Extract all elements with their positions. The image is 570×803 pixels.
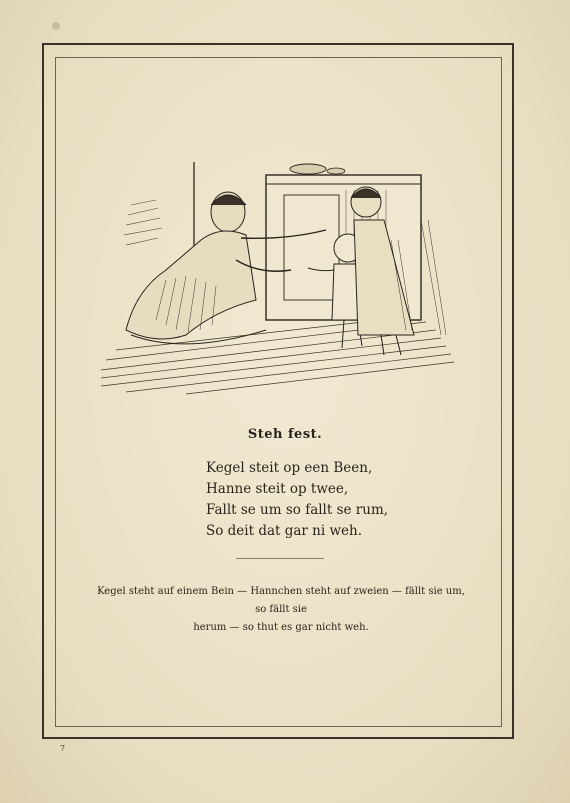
engraving-illustration <box>96 160 456 395</box>
translation-line: herum — so thut es gar nicht weh. <box>193 622 369 633</box>
page-number: 7 <box>60 744 66 753</box>
poem-verse <box>206 458 466 542</box>
section-divider <box>236 558 324 559</box>
poem-title: Steh fest. <box>247 427 323 442</box>
verse-line: Fallt se um so fallt se rum, <box>206 502 389 518</box>
verse-line: Kegel steit op een Been, <box>206 460 373 476</box>
verse-line: Hanne steit op twee, <box>206 481 349 497</box>
paper-stain <box>52 22 60 30</box>
translation-text <box>96 583 466 637</box>
translation-line: Kegel steht auf einem Bein — Hannchen steht auf zweien — fällt sie um, so fällt sie <box>97 586 465 615</box>
verse-line: So deit dat gar ni weh. <box>206 523 363 539</box>
